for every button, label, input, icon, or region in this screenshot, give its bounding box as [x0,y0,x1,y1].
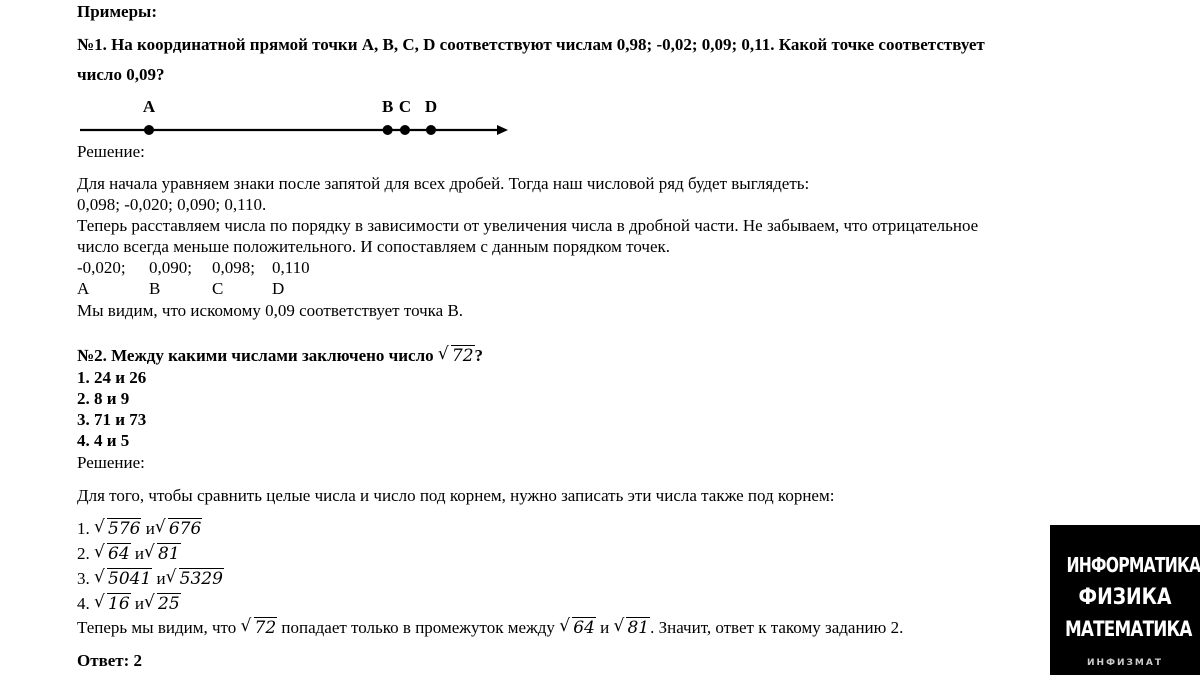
ordered-values-row [77,258,310,278]
task2-solution-line1: Для того, чтобы сравнить целые числа и число под корнем, нужно записать эти числа также под корнем: [77,486,835,505]
logo-line-fizika: ФИЗИКА [1078,585,1172,610]
final-text: и [595,618,614,637]
ordered-value: 0,110 [272,258,310,277]
and-word: и [134,544,144,563]
number-line [0,92,560,142]
sqrt-arg: 25 [158,594,180,614]
task1-solution-line4: число всегда меньше положительного. И сопоставляем с данным порядком точек. [77,237,671,256]
sqrt: √ 64 [94,542,130,564]
sqrt-arg: 81 [627,618,650,638]
logo-line-infizmat: ИНФИЗМАТ [1087,658,1163,668]
sqrt-arg: 676 [168,519,202,539]
root-row-number: 1. [77,519,90,538]
ordered-label: D [272,279,285,298]
task1-solution-label: Решение: [77,142,145,161]
ordered-value: 0,090; [149,258,192,277]
sqrt: √ 5041 [94,567,152,589]
root-row-number: 3. [77,569,90,588]
task1-conclusion: Мы видим, что искомому 0,09 соответствует точка B. [77,301,464,320]
task2-option-3: 3. 71 и 73 [77,410,147,429]
root-row-4 [77,594,181,614]
final-text: Теперь мы видим, что [77,618,241,637]
sqrt: √ 81 [613,616,650,638]
final-text: попадает только в промежуток между [277,618,560,637]
task2-question-prefix: №2. Между какими числами заключено число [77,346,438,365]
and-word: и [134,594,144,613]
logo-line-matematika: МАТЕМАТИКА [1065,617,1192,641]
point-label-b: B [381,97,394,116]
task2-solution-label: Решение: [77,453,145,472]
sqrt-arg: 5041 [108,569,152,589]
point-a [144,125,154,135]
ordered-label: A [77,279,90,298]
task2-question-suffix: ? [474,346,484,365]
sqrt-arg: 16 [108,594,130,614]
ordered-value: 0,098; [212,258,255,277]
sqrt-arg: 576 [108,519,141,539]
sqrt-arg: 72 [254,618,277,638]
number-line-arrow [497,125,508,135]
ordered-value: -0,020; [77,258,126,277]
task2-option-2: 2. 8 и 9 [77,389,130,408]
and-word: и [145,519,155,538]
task1-solution-line2: 0,098; -0,020; 0,090; 0,110. [77,195,267,214]
root-row-2 [77,544,181,564]
root-row-number: 2. [77,544,90,563]
point-label-c: C [398,97,412,116]
root-row-number: 4. [77,594,90,613]
sqrt-arg: 5329 [179,569,223,589]
sqrt-arg: 81 [158,544,180,564]
task2-option-1: 1. 24 и 26 [77,368,147,387]
root-row-1 [77,519,202,539]
task2-final-line [77,618,903,638]
sqrt: √ 576 [94,517,141,539]
sqrt: √ 72 [240,616,277,638]
final-text: . Значит, ответ к такому заданию 2. [650,618,904,637]
point-c [400,125,410,135]
task1-question-line1: №1. На координатной прямой точки A, B, C, D соответствуют числам 0,98; -0,02; 0,09; 0,11. Какой точке соответствует [77,35,985,54]
task2-option-4: 4. 4 и 5 [77,431,130,450]
point-label-a: A [142,97,156,116]
point-label-d: D [424,97,438,116]
sqrt: √ 64 [559,616,595,638]
ordered-label: C [212,279,224,298]
and-word: и [156,569,166,588]
point-b [383,125,393,135]
sqrt: √ 81 [144,542,180,564]
sqrt-arg: 64 [573,618,595,638]
task2-question [77,346,483,366]
task1-question-line2: число 0,09? [77,65,165,84]
ordered-labels-row [77,279,284,299]
root-row-3 [77,569,224,589]
sqrt: √ 25 [144,592,180,614]
sqrt-arg: 64 [108,544,130,564]
ordered-label: B [149,279,161,298]
task1-solution-line3: Теперь расставляем числа по порядку в зависимости от увеличения числа в дробной части. Не забываем, что отрицательное [77,216,979,235]
task1-solution-line1: Для начала уравняем знаки после запятой для всех дробей. Тогда наш числовой ряд будет выглядеть: [77,174,810,193]
page-heading: Примеры: [77,2,157,21]
sqrt: √ 16 [94,592,130,614]
point-d [426,125,436,135]
sqrt-arg: 72 [451,346,474,366]
sqrt-72: √ 72 [437,344,474,366]
infizmat-logo [1050,525,1200,675]
task2-answer: Ответ: 2 [77,651,143,670]
sqrt: √ 676 [154,517,202,539]
sqrt: √ 5329 [165,567,223,589]
logo-line-informatika: ИНФОРМАТИКА [1066,553,1200,577]
